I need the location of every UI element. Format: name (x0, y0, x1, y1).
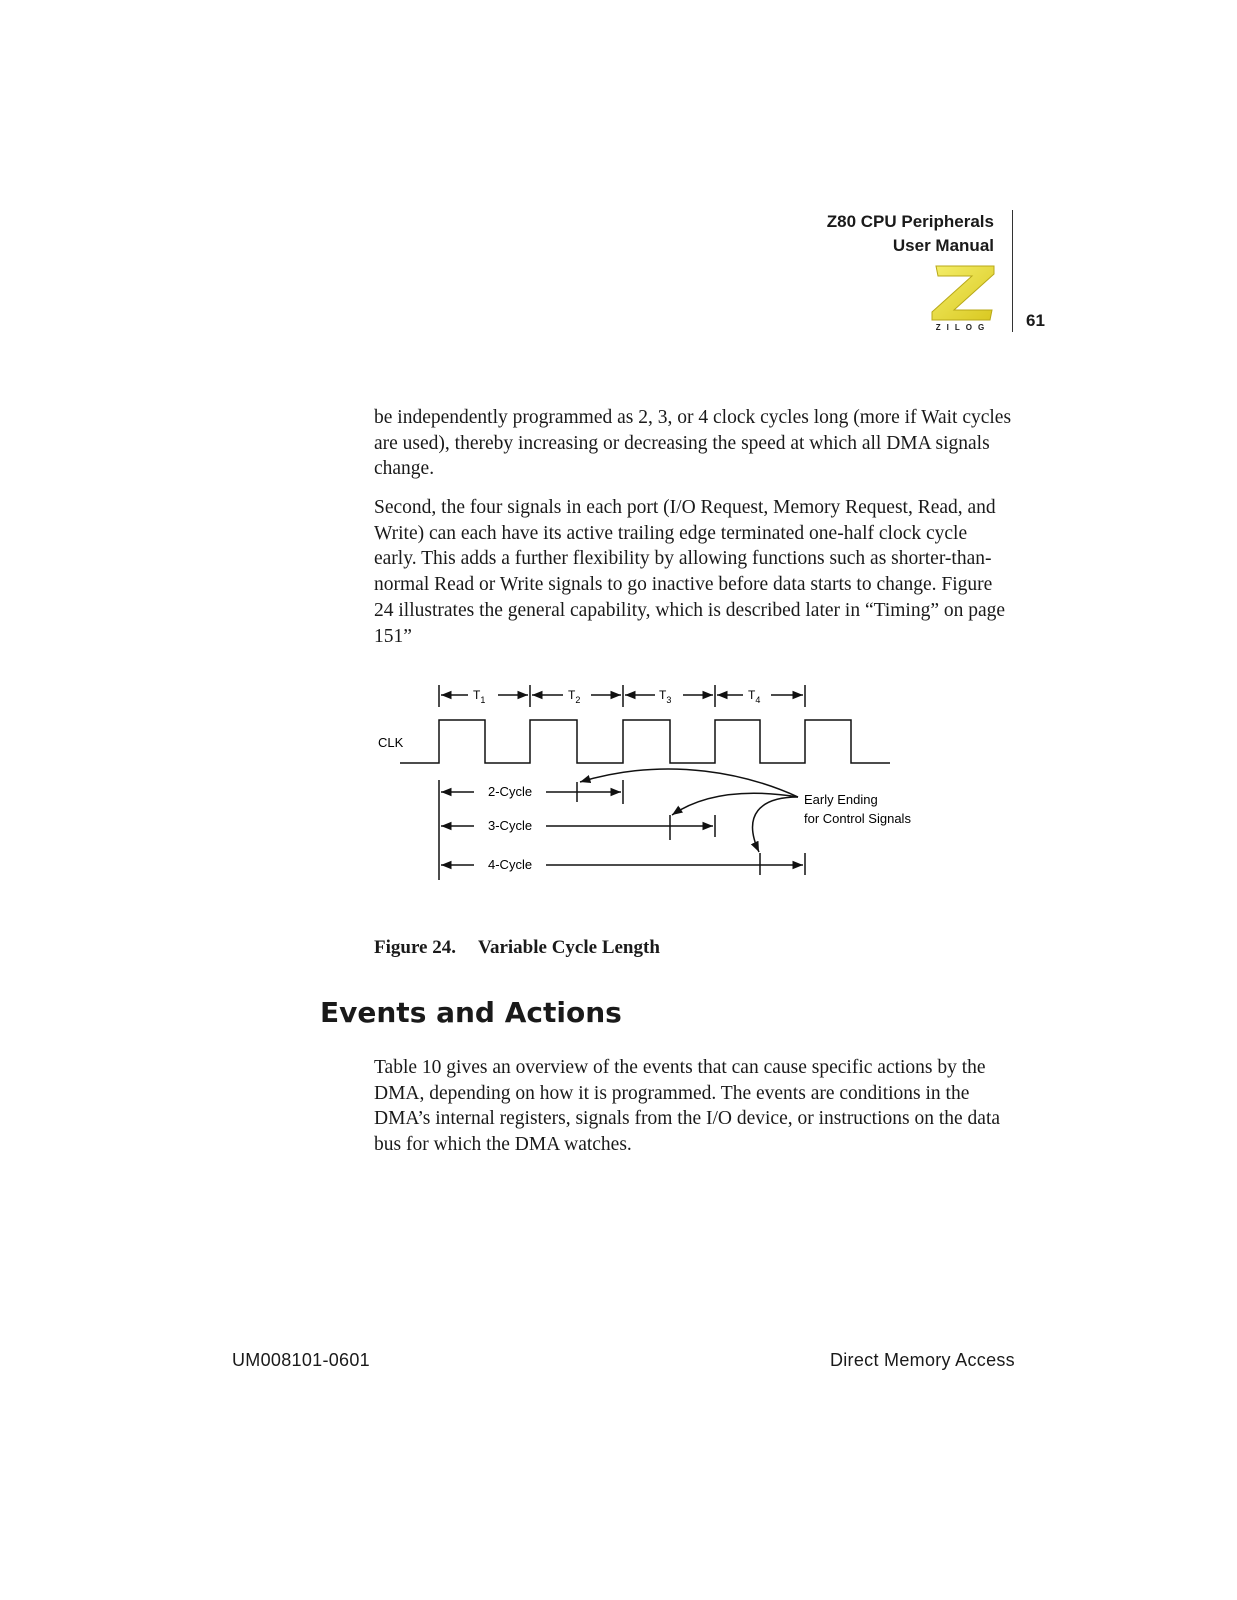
figure-title: Variable Cycle Length (477, 937, 660, 958)
body-paragraph-2: Second, the four signals in each port (I/O Request, Memory Request, Read, and Write) can each have its active trailing edge terminated one-half clock cycle early. This adds a further flexibility by allowing functions such as shorter-than-normal Read or Write signals to go inactive before data starts to change. Figure 24 illustrates the general capability, which is described later in “Timing” on page 151” (374, 497, 1006, 647)
body-paragraph-1: be independently programmed as 2, 3, or 4 clock cycles long (more if Wait cycles are used), thereby increasing or decreasing the speed at which all DMA signals change. (374, 407, 1012, 480)
t2-label: $T_2$ (568, 688, 581, 705)
clk-label: CLK (378, 735, 404, 750)
cycle-label-4: 4-Cycle (488, 857, 533, 872)
cycle-label-2: 2-Cycle (488, 784, 533, 799)
logo-text: ZILOG (935, 323, 991, 332)
annotation-line1: Early Ending (804, 792, 878, 807)
cycle-label-3: 3-Cycle (488, 818, 533, 833)
page-number: 61 (1026, 311, 1045, 330)
section-heading: Events and Actions (320, 996, 622, 1029)
figure-number: Figure 24. (374, 937, 456, 958)
footer-document-id: UM008101-0601 (232, 1350, 370, 1370)
footer-chapter-title: Direct Memory Access (829, 1350, 1015, 1370)
header-divider (1012, 210, 1013, 332)
body-paragraph-3: Table 10 gives an overview of the events that can cause specific actions by the DMA, depending on how it is programmed. The events are conditions in the DMA’s internal registers, signals from the I/O device, or instructions on the data bus for which the DMA watches. (374, 1057, 1001, 1156)
running-header (827, 210, 994, 258)
annotation-line2: for Control Signals (804, 811, 911, 826)
variable-cycle-length-diagram (370, 675, 930, 890)
t3-label: $T_3$ (659, 688, 672, 705)
figure-caption (374, 937, 660, 959)
t4-label: $T_4$ (748, 688, 761, 705)
header-title-line1: Z80 CPU Peripherals (826, 212, 994, 231)
zilog-logo (928, 262, 998, 332)
header-title-line2: User Manual (892, 236, 994, 255)
t1-label: $T_1$ (473, 688, 486, 705)
